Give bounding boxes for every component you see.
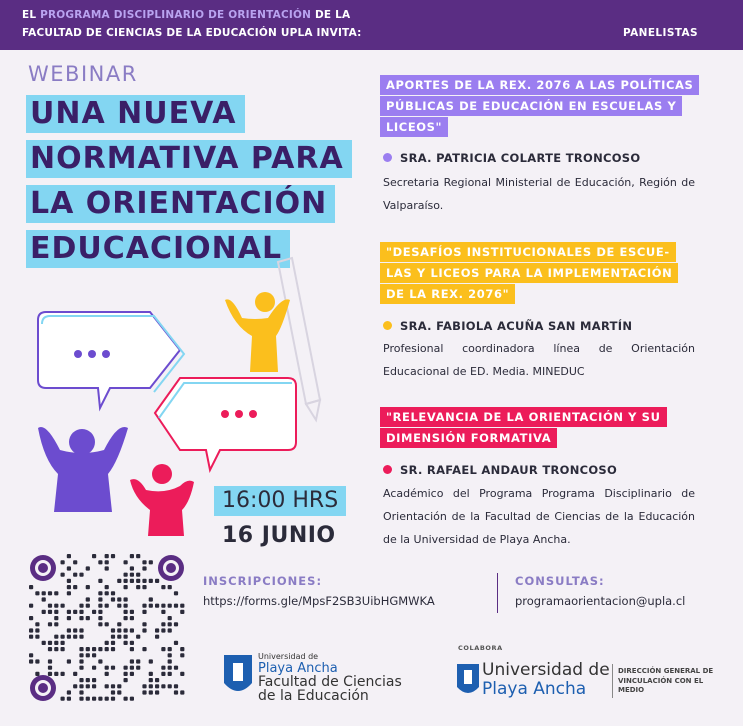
panel-3-title: "RELEVANCIA DE LA ORIENTACIÓN Y SU DIMENSIÓN FORMATIVA xyxy=(380,407,667,449)
qr-module xyxy=(105,554,109,558)
qr-module xyxy=(92,684,96,688)
qr-module xyxy=(29,604,33,608)
qr-module xyxy=(142,560,146,564)
qr-module xyxy=(67,616,71,620)
qr-module xyxy=(61,697,65,701)
qr-module xyxy=(54,641,58,645)
qr-module xyxy=(142,622,146,626)
bullet-icon xyxy=(383,153,392,162)
qr-module xyxy=(105,666,109,670)
person-icon xyxy=(38,427,128,512)
registration-link[interactable]: https://forms.gle/MpsF2SB3UibHGMWKA xyxy=(203,594,435,608)
qr-module xyxy=(105,560,109,564)
qr-module xyxy=(130,554,134,558)
logo-divider xyxy=(612,664,613,698)
qr-module xyxy=(54,604,58,608)
header-bar xyxy=(0,0,743,50)
qr-module xyxy=(174,591,178,595)
bullet-icon xyxy=(383,465,392,474)
qr-module xyxy=(136,635,140,639)
qr-module xyxy=(86,597,90,601)
qr-module xyxy=(67,585,71,589)
qr-module xyxy=(105,684,109,688)
panel-1-speaker: SRA. PATRICIA COLARTE TRONCOSO xyxy=(383,151,640,165)
qr-module xyxy=(98,647,102,651)
qr-module xyxy=(124,560,128,564)
qr-module xyxy=(149,684,153,688)
qr-module xyxy=(180,604,184,608)
qr-module xyxy=(136,666,140,670)
qr-module xyxy=(86,697,90,701)
qr-module xyxy=(111,690,115,694)
qr-module xyxy=(142,628,146,632)
qr-module xyxy=(61,560,65,564)
qr-module xyxy=(130,573,134,577)
speech-bubble-icon xyxy=(155,378,296,470)
qr-module xyxy=(149,672,153,676)
qr-module xyxy=(79,678,83,682)
qr-module xyxy=(168,647,172,651)
qr-module xyxy=(168,585,172,589)
qr-module xyxy=(142,585,146,589)
qr-module xyxy=(92,554,96,558)
faculty-name: Facultad de Ciencias de la Educación xyxy=(258,674,402,704)
qr-module xyxy=(54,672,58,676)
university-name-line1: Universidad de xyxy=(482,660,610,680)
qr-module xyxy=(155,684,159,688)
qr-module xyxy=(155,628,159,632)
qr-module xyxy=(124,616,128,620)
qr-module xyxy=(35,659,39,663)
qr-module xyxy=(117,635,121,639)
qr-module xyxy=(111,554,115,558)
qr-module xyxy=(130,666,134,670)
qr-module xyxy=(105,566,109,570)
qr-module xyxy=(29,653,33,657)
qr-module xyxy=(130,672,134,676)
panel-2-speaker: SRA. FABIOLA ACUÑA SAN MARTÍN xyxy=(383,319,632,333)
qr-module xyxy=(86,684,90,688)
invitation-text: EL PROGRAMA DISCIPLINARIO DE ORIENTACIÓN DE LA FACULTAD DE CIENCIAS DE LA EDUCACIÓN UPLA INVITA: xyxy=(22,9,362,39)
qr-module xyxy=(136,579,140,583)
colabora-label: COLABORA xyxy=(458,644,503,652)
qr-module xyxy=(79,653,83,657)
qr-module xyxy=(161,628,165,632)
qr-module xyxy=(136,554,140,558)
qr-module xyxy=(98,697,102,701)
university-name-line2: Playa Ancha xyxy=(482,679,587,699)
qr-module xyxy=(124,610,128,614)
qr-module xyxy=(180,653,184,657)
qr-module xyxy=(73,610,77,614)
qr-module xyxy=(29,635,33,639)
qr-module xyxy=(92,678,96,682)
qr-module xyxy=(105,647,109,651)
qr-module xyxy=(79,573,83,577)
qr-module xyxy=(67,591,71,595)
qr-module xyxy=(79,684,83,688)
qr-module xyxy=(124,678,128,682)
qr-module xyxy=(42,610,46,614)
qr-module xyxy=(98,604,102,608)
qr-module xyxy=(130,697,134,701)
qr-module xyxy=(117,579,121,583)
qr-module xyxy=(149,597,153,601)
speech-bubble-icon xyxy=(38,312,184,408)
qr-module xyxy=(35,591,39,595)
qr-module xyxy=(86,653,90,657)
qr-module xyxy=(161,610,165,614)
qr-module xyxy=(67,628,71,632)
qr-module xyxy=(111,697,115,701)
qr-module xyxy=(98,597,102,601)
title-line-4: EDUCACIONAL xyxy=(26,230,290,268)
qr-module xyxy=(105,672,109,676)
qr-module xyxy=(105,604,109,608)
qr-module xyxy=(111,591,115,595)
qr-module xyxy=(130,579,134,583)
qr-module xyxy=(98,659,102,663)
qr-module xyxy=(124,635,128,639)
qr-module xyxy=(180,672,184,676)
qr-module xyxy=(111,635,115,639)
qr-module xyxy=(111,647,115,651)
qr-module xyxy=(86,585,90,589)
qr-module xyxy=(124,604,128,608)
qr-module xyxy=(130,647,134,651)
qr-module xyxy=(86,647,90,651)
person-icon xyxy=(130,464,194,536)
qr-module xyxy=(105,585,109,589)
qr-module xyxy=(61,604,65,608)
qr-module xyxy=(180,610,184,614)
qr-module xyxy=(155,690,159,694)
qr-module xyxy=(79,628,83,632)
qr-module xyxy=(124,672,128,676)
panelistas-heading: PANELISTAS xyxy=(623,27,699,39)
qr-module xyxy=(67,566,71,570)
qr-module xyxy=(149,690,153,694)
qr-module xyxy=(73,672,77,676)
qr-module xyxy=(92,666,96,670)
qr-module xyxy=(124,597,128,601)
qr-module xyxy=(98,591,102,595)
qr-module xyxy=(79,616,83,620)
qr-module xyxy=(35,622,39,626)
qr-module xyxy=(155,579,159,583)
qr-module xyxy=(48,659,52,663)
qr-module xyxy=(130,641,134,645)
qr-module xyxy=(117,622,121,626)
qr-module xyxy=(79,690,83,694)
qr-module xyxy=(168,604,172,608)
qr-module xyxy=(29,616,33,620)
qr-module xyxy=(73,684,77,688)
panel-3-description: Académico del Programa Programa Disciplinario de Orientación de la Facultad de Ciencias de la Educación de la Universidad de Playa Ancha. xyxy=(383,487,695,546)
qr-module xyxy=(142,684,146,688)
qr-module xyxy=(117,597,121,601)
qr-module xyxy=(79,666,83,670)
qr-module xyxy=(161,647,165,651)
qr-module xyxy=(48,604,52,608)
qr-module xyxy=(92,653,96,657)
qr-code[interactable] xyxy=(28,553,186,703)
qr-module xyxy=(168,616,172,620)
qr-module xyxy=(86,678,90,682)
qr-module xyxy=(67,579,71,583)
qr-module xyxy=(79,610,83,614)
qr-module xyxy=(105,622,109,626)
panel-3-speaker: SR. RAFAEL ANDAUR TRONCOSO xyxy=(383,463,617,477)
qr-module xyxy=(67,635,71,639)
qr-module xyxy=(67,690,71,694)
qr-module xyxy=(111,597,115,601)
qr-module xyxy=(67,554,71,558)
qr-module xyxy=(73,573,77,577)
qr-module xyxy=(142,647,146,651)
qr-module xyxy=(142,604,146,608)
upla-shield-icon xyxy=(456,661,480,701)
qr-module xyxy=(174,684,178,688)
qr-module xyxy=(161,622,165,626)
person-icon xyxy=(225,292,290,372)
qr-module xyxy=(142,690,146,694)
qr-module xyxy=(130,616,134,620)
qr-module xyxy=(54,622,58,626)
qr-module xyxy=(111,666,115,670)
faculty-uni-brand: Playa Ancha xyxy=(258,661,338,676)
upla-shield-icon xyxy=(222,651,254,701)
qr-module xyxy=(79,635,83,639)
contact-divider xyxy=(497,573,498,613)
qr-finder xyxy=(30,555,184,701)
qr-module xyxy=(48,610,52,614)
qr-module xyxy=(29,585,33,589)
qr-module xyxy=(174,690,178,694)
qr-module xyxy=(136,585,140,589)
qr-module xyxy=(149,579,153,583)
qr-module xyxy=(161,672,165,676)
qr-module xyxy=(79,604,83,608)
qr-module xyxy=(54,647,58,651)
qr-module xyxy=(98,610,102,614)
qr-module xyxy=(124,641,128,645)
qr-module xyxy=(86,604,90,608)
qr-module xyxy=(168,622,172,626)
qr-module xyxy=(168,666,172,670)
contact-email[interactable]: programaorientacion@upla.cl xyxy=(515,594,686,608)
qr-module xyxy=(61,647,65,651)
qr-module xyxy=(124,573,128,577)
qr-module xyxy=(98,560,102,564)
qr-module xyxy=(48,641,52,645)
qr-module xyxy=(42,591,46,595)
qr-module xyxy=(117,604,121,608)
qr-module xyxy=(155,635,159,639)
qr-module xyxy=(67,697,71,701)
qr-module xyxy=(168,659,172,663)
qr-module xyxy=(180,690,184,694)
panel-1-description: Secretaria Regional Ministerial de Educación, Región de Valparaíso. xyxy=(383,176,695,212)
qr-module xyxy=(124,628,128,632)
qr-module xyxy=(79,659,83,663)
qr-module xyxy=(48,647,52,651)
qr-module xyxy=(35,635,39,639)
qr-module xyxy=(142,579,146,583)
qr-module xyxy=(136,573,140,577)
qr-module xyxy=(111,628,115,632)
qr-module xyxy=(130,659,134,663)
qr-module xyxy=(161,604,165,608)
qr-module xyxy=(98,616,102,620)
qr-module xyxy=(61,573,65,577)
qr-module xyxy=(86,616,90,620)
qr-module xyxy=(29,659,33,663)
qr-module xyxy=(136,659,140,663)
qr-module xyxy=(29,628,33,632)
qr-module xyxy=(130,628,134,632)
qr-module xyxy=(155,678,159,682)
qr-module xyxy=(86,566,90,570)
qr-module xyxy=(149,678,153,682)
faculty-uni-small: Universidad de xyxy=(258,652,319,661)
qr-module xyxy=(48,622,52,626)
qr-module xyxy=(149,560,153,564)
qr-module xyxy=(149,659,153,663)
qr-module xyxy=(48,666,52,670)
qr-module xyxy=(161,585,165,589)
bullet-icon xyxy=(383,321,392,330)
qr-module xyxy=(124,697,128,701)
webinar-label: WEBINAR xyxy=(28,62,138,86)
qr-module xyxy=(174,666,178,670)
qr-module xyxy=(61,672,65,676)
qr-module xyxy=(54,610,58,614)
qr-module xyxy=(111,641,115,645)
qr-module xyxy=(174,622,178,626)
qr-module xyxy=(161,666,165,670)
qr-module xyxy=(67,659,71,663)
qr-module xyxy=(42,597,46,601)
panel-1-title: APORTES DE LA REX. 2076 A LAS POLÍTICAS PÚBLICAS DE EDUCACIÓN EN ESCUELAS Y LICEOS" xyxy=(380,75,699,138)
qr-module xyxy=(117,684,121,688)
direccion-general: DIRECCIÓN GENERAL DE VINCULACIÓN CON EL MEDIO xyxy=(618,667,714,694)
qr-module xyxy=(168,684,172,688)
title-line-3: LA ORIENTACIÓN xyxy=(26,185,335,223)
qr-module xyxy=(168,628,172,632)
qr-module xyxy=(155,604,159,608)
qr-module xyxy=(98,579,102,583)
qr-module xyxy=(54,616,58,620)
qr-module xyxy=(73,635,77,639)
qr-module xyxy=(117,690,121,694)
qr-module xyxy=(124,579,128,583)
qr-module xyxy=(73,628,77,632)
title-line-2: NORMATIVA PARA xyxy=(26,140,352,178)
program-name: PROGRAMA DISCIPLINARIO DE ORIENTACIÓN xyxy=(40,9,312,21)
qr-module xyxy=(73,585,77,589)
qr-module xyxy=(98,622,102,626)
qr-module xyxy=(92,697,96,701)
qr-module xyxy=(105,641,109,645)
qr-module xyxy=(35,672,39,676)
qr-module xyxy=(130,566,134,570)
panel-2-description: Profesional coordinadora línea de Orientación Educacional de ED. Media. MINEDUC xyxy=(383,342,695,378)
qr-module xyxy=(168,653,172,657)
qr-module xyxy=(42,641,46,645)
qr-module xyxy=(117,628,121,632)
qr-module xyxy=(161,684,165,688)
qr-module xyxy=(124,585,128,589)
panel-2-title: "DESAFÍOS INSTITUCIONALES DE ESCUE- LAS Y LICEOS PARA LA IMPLEMENTACIÓN DE LA REX. 2076" xyxy=(380,242,678,305)
qr-module xyxy=(35,628,39,632)
qr-module xyxy=(105,591,109,595)
qr-module xyxy=(54,591,58,595)
qr-module xyxy=(79,647,83,651)
qr-module xyxy=(149,604,153,608)
event-date: 16 JUNIO xyxy=(222,523,336,548)
qr-module xyxy=(180,647,184,651)
title-line-1: UNA NUEVA xyxy=(26,95,245,133)
qr-module xyxy=(130,610,134,614)
qr-module xyxy=(174,641,178,645)
qr-module xyxy=(67,610,71,614)
qr-module xyxy=(168,672,172,676)
qr-module xyxy=(124,666,128,670)
qr-module xyxy=(174,604,178,608)
event-time: 16:00 HRS xyxy=(214,486,346,516)
qr-module xyxy=(48,672,52,676)
qr-module xyxy=(79,697,83,701)
qr-module xyxy=(142,566,146,570)
qr-module xyxy=(92,610,96,614)
qr-module xyxy=(142,610,146,614)
qr-module xyxy=(48,591,52,595)
qr-module xyxy=(61,635,65,639)
qr-module xyxy=(61,641,65,645)
qr-module xyxy=(54,635,58,639)
qr-module xyxy=(105,697,109,701)
qr-module xyxy=(73,560,77,564)
qr-module xyxy=(92,647,96,651)
qr-module xyxy=(111,684,115,688)
consultas-label: CONSULTAS: xyxy=(515,574,605,588)
inscripciones-label: INSCRIPCIONES: xyxy=(203,574,323,588)
